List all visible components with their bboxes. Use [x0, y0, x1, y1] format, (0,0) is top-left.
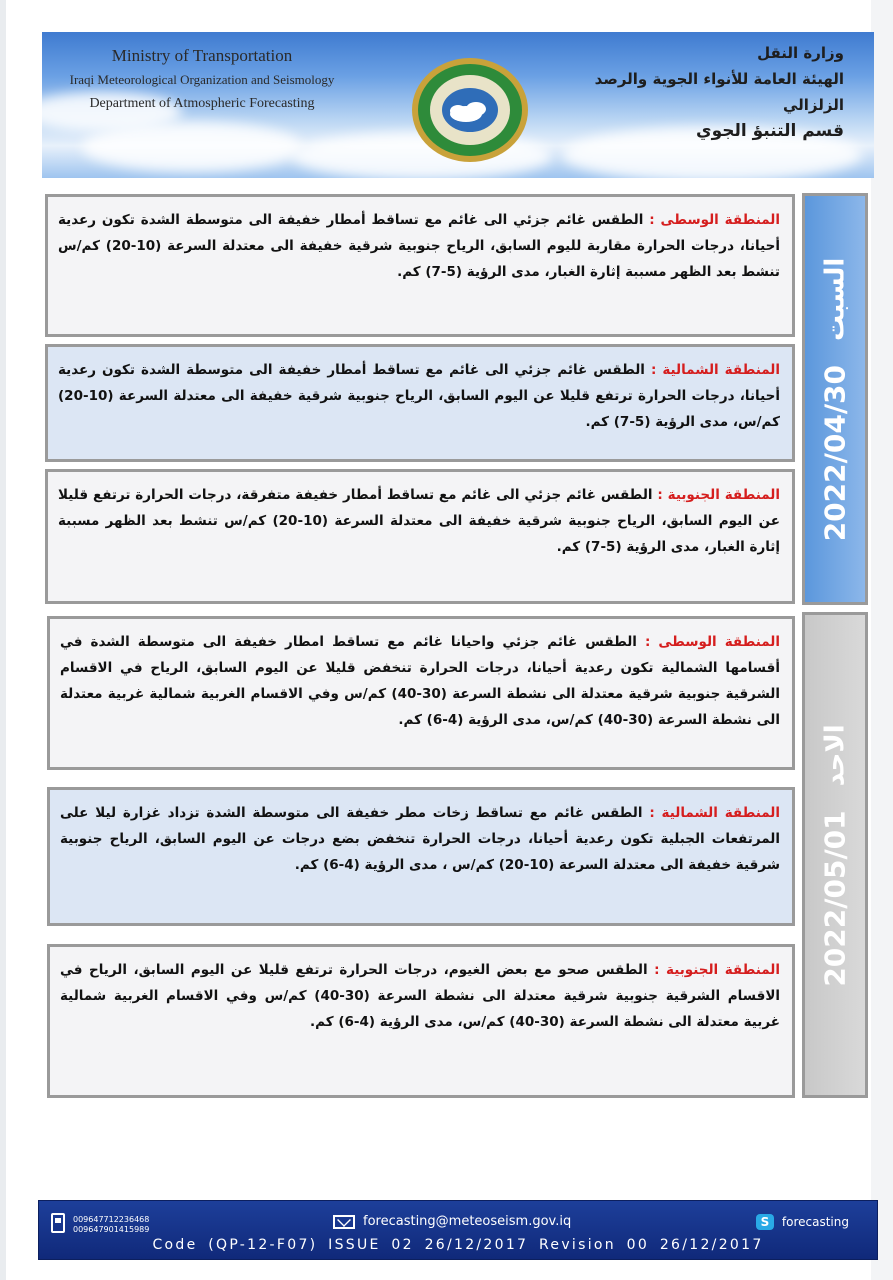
department-name-ar: قسم التنبؤ الجوي: [696, 121, 844, 141]
header-banner: [42, 32, 874, 178]
region-label-central: المنطقة الوسطى :: [649, 212, 780, 228]
region-label-south: المنطقة الجنوبية :: [654, 962, 781, 978]
skype-icon: S: [756, 1214, 774, 1230]
email-contact[interactable]: [333, 1214, 571, 1229]
date-value: 2022/05/01: [818, 809, 852, 987]
day1-date-panel: [802, 193, 868, 605]
skype-contact[interactable]: [756, 1214, 849, 1230]
page-edge-left: [0, 0, 6, 1280]
forecast-text: الطقس غائم جزئي الى غائم مع تساقط أمطار خفيفة الى متوسطة الشدة تكون رعدية أحيانا، درجات الحرارة ترتفع قليلا عن اليوم السابق، الرياح جنوبية شرقية خفيفة الى معتدلة السرعة (10-20) كم/س، مدى الرؤية (5-7) كم.: [58, 362, 780, 430]
document-code-line: Code (QP-12-F07) ISSUE 02 26/12/2017 Revision 00 26/12/2017: [152, 1237, 764, 1253]
forecast-text: الطقس غائم مع تساقط زخات مطر خفيفة الى متوسطة الشدة تزداد غزارة ليلا على المرتفعات الجبلية تكون رعدية أحيانا، درجات الحرارة تنخفض بضع درجات عن اليوم السابق، الرياح جنوبية شرقية خفيفة الى معتدلة السرعة (10-20) كم/س ، مدى الرؤية (4-6) كم.: [60, 805, 780, 873]
phone-number-1: 009647712236468: [73, 1215, 150, 1224]
day1-south-forecast: [45, 469, 795, 604]
day2-central-forecast: [47, 616, 795, 770]
region-label-north: المنطقة الشمالية :: [650, 362, 780, 378]
day-name: السبت: [820, 257, 850, 341]
forecast-text: الطقس غائم جزئي الى غائم مع تساقط أمطار خفيفة الى متوسطة الشدة تكون رعدية أحيانا، درجات الحرارة مقاربة لليوم السابق، الرياح جنوبية شرقية خفيفة الى معتدلة السرعة (10-20) كم/س تنشط بعد الظهر مسببة إثارة الغبار، مدى الرؤية (5-7) كم.: [58, 212, 780, 280]
region-label-south: المنطقة الجنوبية :: [657, 487, 781, 503]
header-english: [42, 44, 362, 116]
ministry-name-en: Ministry of Transportation: [111, 46, 293, 65]
ministry-name-ar: وزارة النقل: [757, 44, 844, 62]
forecast-text: الطقس غائم جزئي الى غائم مع تساقط أمطار خفيفة متفرقة، درجات الحرارة ترتفع قليلا عن اليوم السابق، الرياح جنوبية شرقية خفيفة الى معتدلة السرعة (10-20) كم/س تنشط بعد الظهر مسببة إثارة الغبار، مدى الرؤية (5-7) كم.: [58, 487, 780, 555]
department-name-en: Department of Atmospheric Forecasting: [89, 96, 315, 111]
region-label-central: المنطقة الوسطى :: [644, 634, 781, 650]
footer-bar: [38, 1200, 878, 1260]
skype-handle[interactable]: forecasting: [781, 1215, 849, 1229]
organization-logo-icon: [408, 54, 532, 166]
day-name: الاحد: [820, 723, 850, 786]
phone-icon: [51, 1213, 65, 1233]
region-label-north: المنطقة الشمالية :: [649, 805, 781, 821]
day1-date-label: [819, 257, 852, 541]
date-value: 2022/04/30: [818, 364, 852, 541]
mail-icon: [333, 1215, 355, 1229]
day2-date-panel: [802, 612, 868, 1098]
day2-date-label: [819, 724, 852, 986]
email-address[interactable]: forecasting@meteoseism.gov.iq: [363, 1214, 572, 1229]
phone-numbers: [73, 1215, 149, 1235]
page-edge-right: [871, 0, 893, 1280]
forecast-text: الطقس صحو مع بعض الغيوم، درجات الحرارة ترتفع قليلا عن اليوم السابق، الرياح في الاقسام الشرقية جنوبية شرقية معتدلة الى نشطة السرعة (30-40) كم/س وفي الاقسام الغربية شمالية غربية معتدلة الى نشطة السرعة (30-40) كم/س، مدى الرؤية (4-6) كم.: [60, 962, 780, 1030]
day2-south-forecast: [47, 944, 795, 1098]
header-arabic: [584, 40, 844, 144]
organization-name-ar: الهيئة العامة للأنواء الجوية والرصد الزلزالي: [594, 70, 844, 114]
phone-number-2: 009647901415989: [73, 1225, 150, 1234]
day1-north-forecast: [45, 344, 795, 462]
day1-central-forecast: [45, 194, 795, 337]
day2-north-forecast: [47, 787, 795, 926]
forecast-text: الطقس غائم جزئي واحيانا غائم مع تساقط امطار خفيفة الى متوسطة الشدة في أقسامها الشمالية تكون رعدية أحيانا، درجات الحرارة تنخفض قليلا عن اليوم السابق، الرياح في الاقسام الشرقية جنوبية شرقية معتدلة الى نشطة السرعة (30-40) كم/س وفي الاقسام الغربية شمالية غربية معتدلة الى نشطة السرعة (30-40) كم/س، مدى الرؤية (4-6) كم.: [60, 634, 781, 728]
organization-name-en: Iraqi Meteorological Organization and Seismology: [69, 72, 335, 87]
